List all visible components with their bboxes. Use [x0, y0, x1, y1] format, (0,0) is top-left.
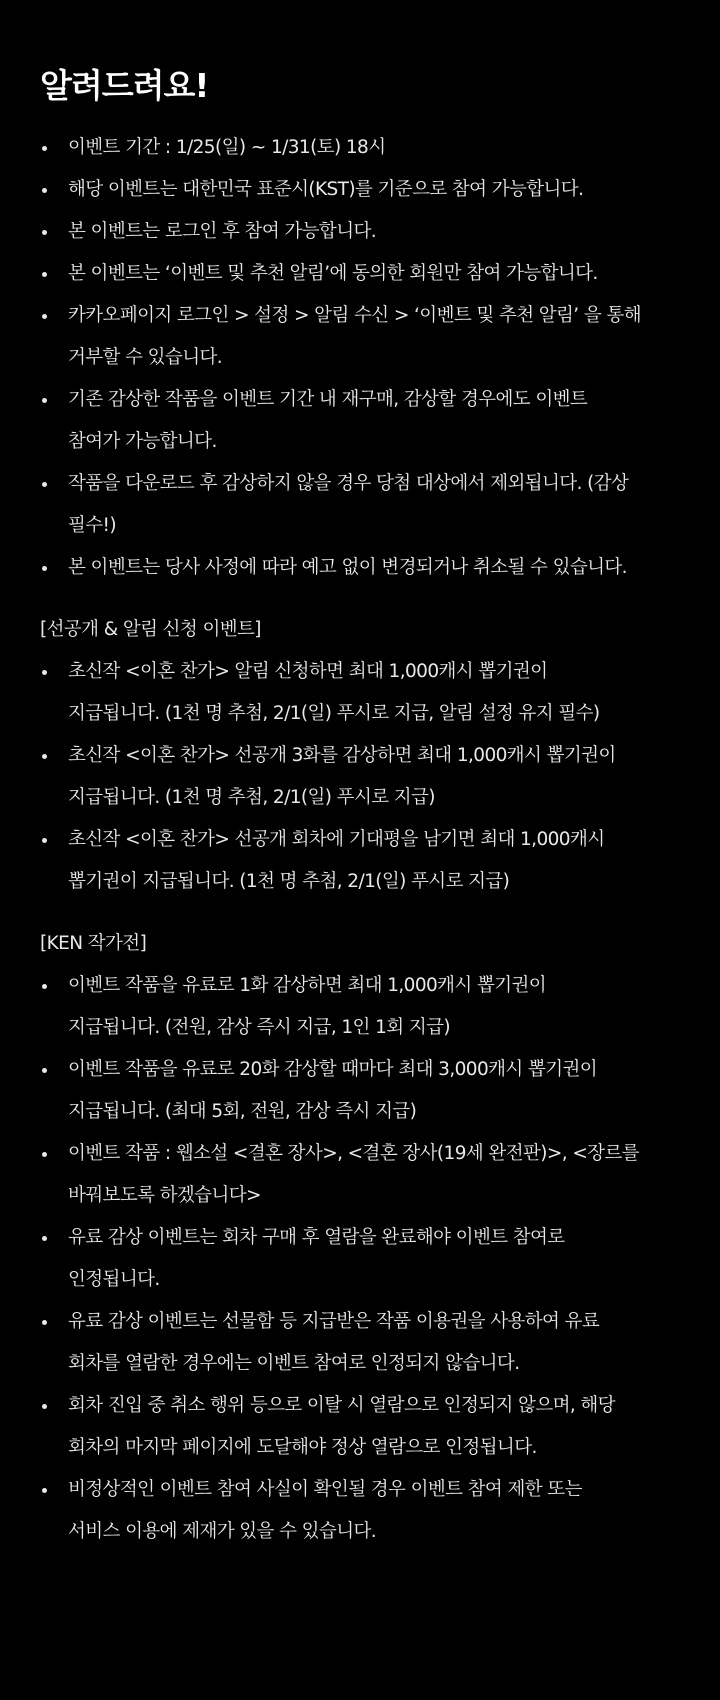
- bullet-dot-icon: [42, 188, 47, 193]
- notice-text-line: 이벤트 작품을 유료로 1화 감상하면 최대 1,000캐시 뽑기권이: [68, 975, 547, 996]
- notice-text-line: 본 이벤트는 ‘이벤트 및 추천 알림’에 동의한 회원만 참여 가능합니다.: [68, 263, 598, 284]
- bullet-dot-icon: [42, 230, 47, 235]
- notice-text-line: 작품을 다운로드 후 감상하지 않을 경우 당첨 대상에서 제외됩니다. (감상: [68, 473, 629, 494]
- notice-text-line: 서비스 이용에 제재가 있을 수 있습니다.: [68, 1521, 377, 1542]
- notice-item: [40, 1217, 720, 1301]
- notice-item: [40, 819, 720, 903]
- notice-text-line: 기존 감상한 작품을 이벤트 기간 내 재구매, 감상할 경우에도 이벤트: [68, 389, 588, 410]
- notice-text-line: 해당 이벤트는 대한민국 표준시(KST)를 기준으로 참여 가능합니다.: [68, 179, 584, 200]
- notice-item: [40, 965, 720, 1049]
- notice-item: [40, 1385, 720, 1469]
- notice-text-line: 지급됩니다. (1천 명 추첨, 2/1(일) 푸시로 지급, 알림 설정 유지 필수): [68, 703, 600, 724]
- bullet-dot-icon: [42, 398, 47, 403]
- notice-item: [40, 651, 720, 735]
- bullet-dot-icon: [42, 314, 47, 319]
- notice-item: [40, 295, 720, 379]
- section-header-preview-event: [선공개 & 알림 신청 이벤트]: [40, 619, 261, 640]
- bullet-dot-icon: [42, 1320, 47, 1325]
- notice-text-line: 회차를 열람한 경우에는 이벤트 참여로 인정되지 않습니다.: [68, 1353, 520, 1374]
- bullet-dot-icon: [42, 146, 47, 151]
- notice-item: [40, 169, 720, 211]
- bullet-dot-icon: [42, 670, 47, 675]
- bullet-dot-icon: [42, 566, 47, 571]
- notice-text-line: 지급됩니다. (전원, 감상 즉시 지급, 1인 1회 지급): [68, 1017, 450, 1038]
- notice-text-line: 초신작 <이혼 찬가> 선공개 회차에 기대평을 남기면 최대 1,000캐시: [68, 829, 605, 850]
- notice-text-line: 인정됩니다.: [68, 1269, 160, 1290]
- notice-text-line: 참여가 가능합니다.: [68, 431, 217, 452]
- notice-text-line: 초신작 <이혼 찬가> 알림 신청하면 최대 1,000캐시 뽑기권이: [68, 661, 548, 682]
- bullet-dot-icon: [42, 984, 47, 989]
- notice-text-line: 유료 감상 이벤트는 선물함 등 지급받은 작품 이용권을 사용하여 유료: [68, 1311, 600, 1332]
- bullet-dot-icon: [42, 1404, 47, 1409]
- notice-text-line: 본 이벤트는 당사 사정에 따라 예고 없이 변경되거나 취소될 수 있습니다.: [68, 557, 627, 578]
- notice-item: [40, 1133, 720, 1217]
- notice-text-line: 초신작 <이혼 찬가> 선공개 3화를 감상하면 최대 1,000캐시 뽑기권이: [68, 745, 616, 766]
- bullet-dot-icon: [42, 272, 47, 277]
- bullet-dot-icon: [42, 1236, 47, 1241]
- bullet-dot-icon: [42, 1152, 47, 1157]
- bullet-dot-icon: [42, 482, 47, 487]
- notice-item: [40, 127, 720, 169]
- page-title: 알려드려요!: [40, 66, 209, 105]
- notice-item: [40, 379, 720, 463]
- notice-text-line: 필수!): [68, 515, 116, 536]
- notice-text-line: 회차의 마지막 페이지에 도달해야 정상 열람으로 인정됩니다.: [68, 1437, 537, 1458]
- notice-text-line: 본 이벤트는 로그인 후 참여 가능합니다.: [68, 221, 377, 242]
- notice-text-line: 바꿔보도록 하겠습니다>: [68, 1185, 261, 1206]
- notice-item: [40, 547, 720, 589]
- notice-item: [40, 253, 720, 295]
- notice-item: [40, 1301, 720, 1385]
- notice-item: [40, 1049, 720, 1133]
- notice-item: [40, 463, 720, 547]
- notice-text-line: 카카오페이지 로그인 > 설정 > 알림 수신 > ‘이벤트 및 추천 알림’ 을 통해: [68, 305, 641, 326]
- bullet-dot-icon: [42, 754, 47, 759]
- notice-text-line: 거부할 수 있습니다.: [68, 347, 223, 368]
- notice-item: [40, 1469, 720, 1553]
- notice-item: [40, 735, 720, 819]
- notice-text-line: 지급됩니다. (1천 명 추첨, 2/1(일) 푸시로 지급): [68, 787, 435, 808]
- notice-text-line: 회차 진입 중 취소 행위 등으로 이탈 시 열람으로 인정되지 않으며, 해당: [68, 1395, 615, 1416]
- section-header-ken-author: [KEN 작가전]: [40, 933, 147, 954]
- general-notice-list: [40, 127, 720, 589]
- notice-text-line: 이벤트 작품 : 웹소설 <결혼 장사>, <결혼 장사(19세 완전판)>, <장르를: [68, 1143, 640, 1164]
- notice-text-line: 유료 감상 이벤트는 회차 구매 후 열람을 완료해야 이벤트 참여로: [68, 1227, 565, 1248]
- notice-text-line: 이벤트 작품을 유료로 20화 감상할 때마다 최대 3,000캐시 뽑기권이: [68, 1059, 598, 1080]
- bullet-dot-icon: [42, 1068, 47, 1073]
- bullet-dot-icon: [42, 838, 47, 843]
- notice-text-line: 지급됩니다. (최대 5회, 전원, 감상 즉시 지급): [68, 1101, 417, 1122]
- bullet-dot-icon: [42, 1488, 47, 1493]
- ken-author-notice-list: [40, 965, 720, 1553]
- notice-item: [40, 211, 720, 253]
- notice-text-line: 이벤트 기간 : 1/25(일) ~ 1/31(토) 18시: [68, 137, 386, 158]
- notice-text-line: 뽑기권이 지급됩니다. (1천 명 추첨, 2/1(일) 푸시로 지급): [68, 871, 510, 892]
- preview-event-notice-list: [40, 651, 720, 903]
- notice-text-line: 비정상적인 이벤트 참여 사실이 확인될 경우 이벤트 참여 제한 또는: [68, 1479, 582, 1500]
